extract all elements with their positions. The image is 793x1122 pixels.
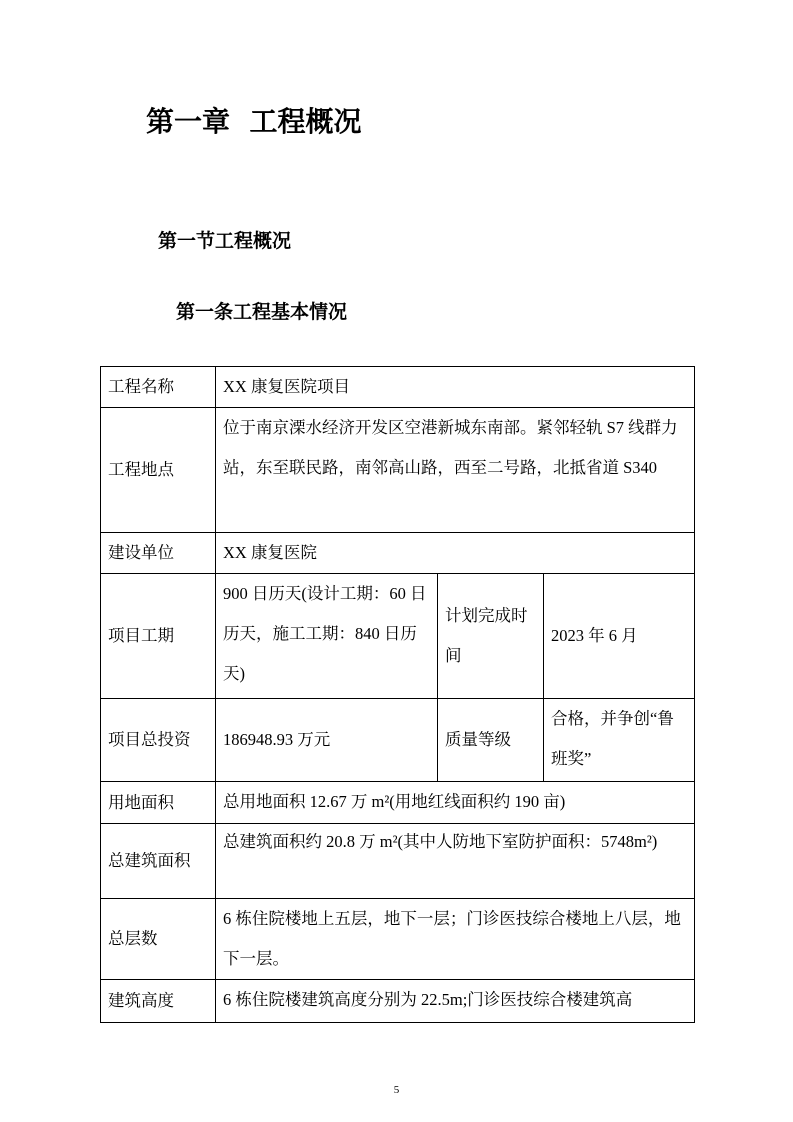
- row-value: 6 栋住院楼地上五层，地下一层；门诊医技综合楼地上八层，地下一层。: [216, 899, 695, 980]
- row-value: 6 栋住院楼建筑高度分别为 22.5m;门诊医技综合楼建筑高: [216, 980, 695, 1023]
- row-value: 总用地面积 12.67 万 m²(用地红线面积约 190 亩): [216, 782, 695, 824]
- table-row: [101, 408, 695, 533]
- table-row: [101, 367, 695, 408]
- table-row: [101, 574, 695, 699]
- row-label: 项目工期: [101, 574, 216, 699]
- row-label: 建设单位: [101, 533, 216, 574]
- row-value-secondary: 2023 年 6 月: [544, 574, 695, 699]
- row-value: 186948.93 万元: [216, 699, 438, 782]
- page-number: 5: [393, 1084, 400, 1096]
- row-label: 建筑高度: [101, 980, 216, 1023]
- row-value: XX 康复医院项目: [216, 367, 695, 408]
- row-label-secondary: 计划完成时间: [438, 574, 544, 699]
- row-value: 总建筑面积约 20.8 万 m²(其中人防地下室防护面积：5748m²): [216, 824, 695, 899]
- row-value: XX 康复医院: [216, 533, 695, 574]
- row-label: 工程地点: [101, 408, 216, 533]
- row-label-secondary: 质量等级: [438, 699, 544, 782]
- row-value-secondary: 合格，并争创“鲁班奖”: [544, 699, 695, 782]
- row-label: 项目总投资: [101, 699, 216, 782]
- article-heading: 第一条工程基本情况: [176, 301, 348, 323]
- row-label: 工程名称: [101, 367, 216, 408]
- table-row: [101, 699, 695, 782]
- table-row: [101, 824, 695, 899]
- section-heading: 第一节工程概况: [158, 230, 292, 252]
- table-row: [101, 980, 695, 1023]
- table-row: [101, 782, 695, 824]
- row-value: 位于南京溧水经济开发区空港新城东南部。紧邻轻轨 S7 线群力站，东至联民路，南邻高山路，西至二号路，北抵省道 S340: [216, 408, 695, 533]
- row-label: 用地面积: [101, 782, 216, 824]
- row-label: 总层数: [101, 899, 216, 980]
- table-row: [101, 899, 695, 980]
- row-value: 900 日历天(设计工期：60 日历天，施工工期：840 日历天): [216, 574, 438, 699]
- project-info-table: [100, 366, 695, 1023]
- row-label: 总建筑面积: [101, 824, 216, 899]
- table-row: [101, 533, 695, 574]
- chapter-heading: 第一章 工程概况: [146, 105, 362, 138]
